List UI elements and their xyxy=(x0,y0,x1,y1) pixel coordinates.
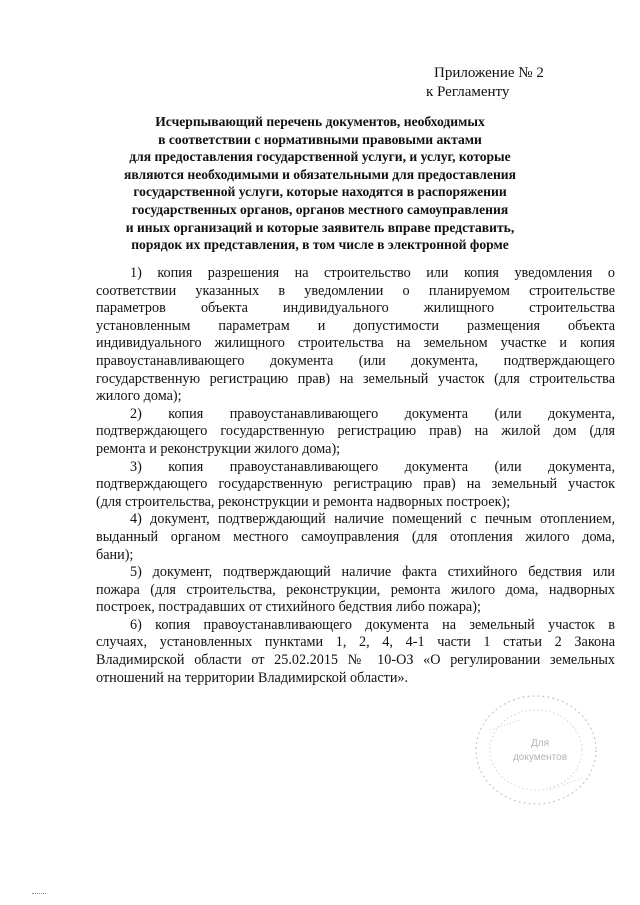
item-line: случаях, установленных пунктами 1, 2, 4, 4-1 части 1 статьи 2 Закона xyxy=(96,634,615,651)
item-line: правоустанавливающего документа (или документа, подтверждающего xyxy=(96,352,615,369)
item-line: (для строительства, реконструкции и ремонта надворных построек); xyxy=(96,493,511,510)
appendix-header xyxy=(426,64,544,102)
item-line: 1) копия разрешения на строительство или копия уведомления о xyxy=(130,265,615,281)
item-line: 3) копия правоустанавливающего документа (или документа, xyxy=(130,458,615,475)
title-line: для предоставления государственной услуги, и услуг, которые xyxy=(129,149,511,165)
stamp-text: Для xyxy=(530,738,550,749)
item-line: параметров объекта индивидуального жилищного строительства xyxy=(96,300,615,317)
appendix-number: Приложение № 2 xyxy=(434,65,544,81)
list-item xyxy=(96,617,615,687)
item-line: 2) копия правоустанавливающего документа (или документа, xyxy=(130,405,615,422)
item-line: государственную регистрацию прав) на земельный участок (для строительства xyxy=(96,370,615,387)
title-line: государственной услуги, которые находятся в распоряжении xyxy=(133,184,507,200)
item-line: выданный органом местного самоуправления (для отопления жилого дома, xyxy=(96,528,615,545)
title-line: государственных органов, органов местного самоуправления xyxy=(131,201,509,217)
item-line: подтверждающего государственную регистрацию прав) на земельный участок xyxy=(96,476,615,493)
item-line: соответствии указанных в уведомлении о планируемом строительстве xyxy=(96,282,615,299)
item-line: 5) документ, подтверждающий наличие факта стихийного бедствия или xyxy=(130,564,615,581)
document-list xyxy=(96,265,615,687)
list-item xyxy=(96,406,615,459)
title-line: в соответствии с нормативными правовыми актами xyxy=(158,131,482,147)
list-item xyxy=(96,564,615,617)
stamp-text: документов xyxy=(512,752,568,763)
title-line: являются необходимыми и обязательными для предоставления xyxy=(124,166,516,182)
title-line: порядок их представления, в том числе в электронной форме xyxy=(131,237,509,253)
faded-stamp xyxy=(470,690,602,810)
item-line: пожара (для строительства, реконструкции, ремонта жилого дома, надворных xyxy=(96,581,615,598)
item-line: установленным параметрам и допустимости размещения объекта xyxy=(96,317,615,334)
item-line: построек, пострадавших от стихийного бедствия либо пожара); xyxy=(96,599,481,616)
item-line: бани); xyxy=(96,546,134,563)
item-line: 6) копия правоустанавливающего документа на земельный участок в xyxy=(130,616,615,633)
scan-mark xyxy=(32,893,46,896)
list-item xyxy=(96,459,615,512)
document-title xyxy=(100,113,540,254)
item-line: отношений на территории Владимирской области». xyxy=(96,669,409,686)
title-line: и иных организаций и которые заявитель вправе представить, xyxy=(125,219,515,235)
list-item xyxy=(96,511,615,564)
item-line: индивидуального жилищного строительства на земельном участке и копия xyxy=(96,335,615,352)
list-item xyxy=(96,265,615,406)
item-line: 4) документ, подтверждающий наличие помещений с печным отоплением, xyxy=(130,511,615,528)
appendix-reference: к Регламенту xyxy=(426,84,510,100)
title-line: Исчерпывающий перечень документов, необходимых xyxy=(155,114,485,129)
item-line: подтверждающего государственную регистрацию прав) на жилой дом (для xyxy=(96,423,615,440)
item-line: жилого дома); xyxy=(96,388,182,405)
item-line: ремонта и реконструкции жилого дома); xyxy=(96,440,341,457)
item-line: Владимирской области от 25.02.2015 № 10-ОЗ «О регулировании земельных xyxy=(96,652,615,669)
